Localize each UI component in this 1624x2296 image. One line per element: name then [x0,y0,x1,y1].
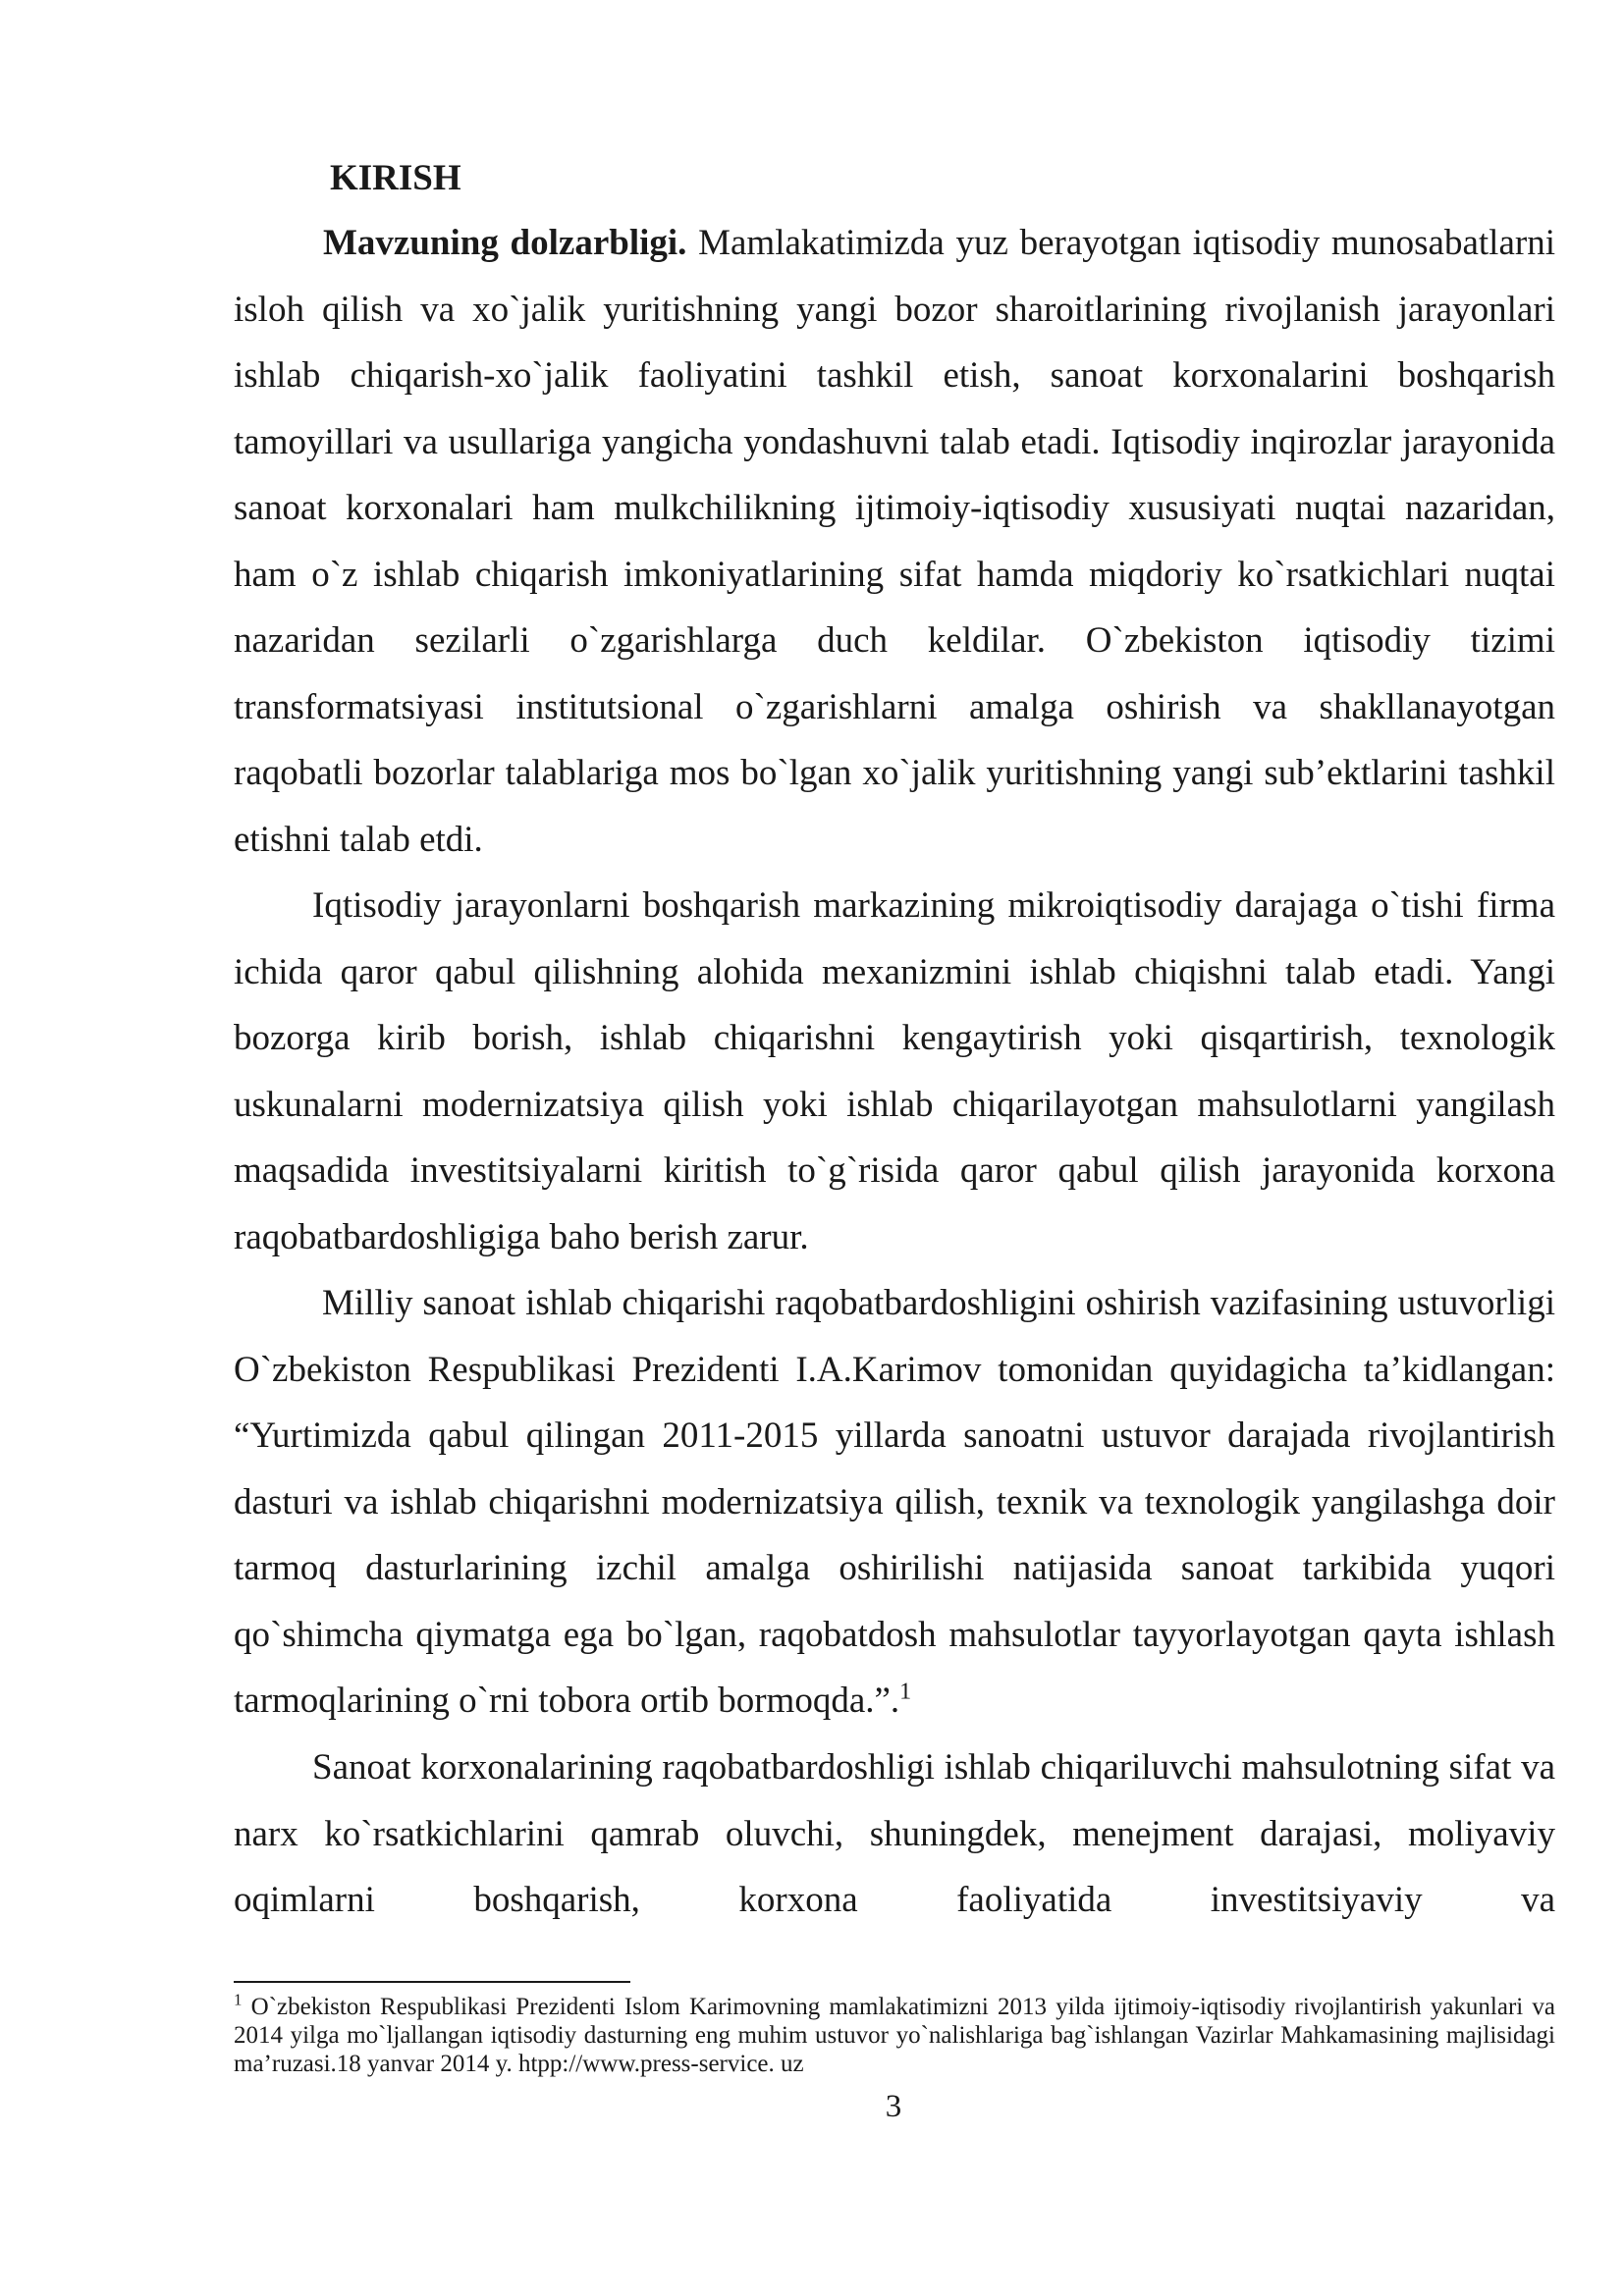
paragraph-text: Sanoat korxonalarining raqobatbardoshligi ishlab chiqariluvchi mahsulotning sifat va narx ko`rsatkichlarini qamrab oluvchi, shuningdek, menejment darajasi, moliyaviy oqimlarni boshqarish, korxona faoliyatida investitsiyaviy va [234,1747,1555,1920]
footnote-reference[interactable]: 1 [899,1679,912,1705]
paragraph-microeconomic [234,873,1555,1270]
paragraph-lead: Mavzuning dolzarbligi. [323,223,687,263]
paragraph-relevance [234,210,1555,873]
page-number: 3 [885,2089,902,2124]
paragraph-competitiveness [234,1735,1555,1934]
paragraph-text [234,210,1555,873]
footnote-separator [234,1981,630,1983]
footnote-number: 1 [234,1990,243,2009]
paragraph-text [234,1270,1555,1735]
footnote-text: O`zbekiston Respublikasi Prezidenti Islom Karimovning mamlakatimizni 2013 yilda ijtimoiy-iqtisodiy rivojlantirish yakunlari va 2014 yilga mo`ljallangan iqtisodiy dasturning eng muhim ustuvor yo`nalishlariga bag`ishlangan Vazirlar Mahkamasining majlisidagi ma’ruzasi.18 yanvar 2014 y. htpp://www.press-service. uz [234,1994,1555,2077]
paragraph-body: Mamlakatimizda yuz berayotgan iqtisodiy munosabatlarni isloh qilish va xo`jalik yuritishning yangi bozor sharoitlarining rivojlanish jarayonlari ishlab chiqarish-xo`jalik faoliyatini tashkil etish, sanoat korxonalarini boshqarish tamoyillari va usullariga yangicha yondashuvni talab etadi. Iqtisodiy inqirozlar jarayonida sanoat korxonalari ham mulkchilikning ijtimoiy-iqtisodiy xususiyati nuqtai nazaridan, ham o`z ishlab chiqarish imkoniyatlarining sifat hamda miqdoriy ko`rsatkichlari nuqtai nazaridan sezilarli o`zgarishlarga duch keldilar. O`zbekiston iqtisodiy tizimi transformatsiyasi institutsional o`zgarishlarni amalga oshirish va shakllanayotgan raqobatli bozorlar talablariga mos bo`lgan xo`jalik yuritishning yangi sub’ektlarini tashkil etishni talab etdi. [234,223,1555,860]
paragraph-president-quote [234,1270,1555,1735]
footnote [234,1990,1555,2078]
paragraph-text: Iqtisodiy jarayonlarni boshqarish markazining mikroiqtisodiy darajaga o`tishi firma ichida qaror qabul qilishning alohida mexanizmini ishlab chiqishni talab etadi. Yangi bozorga kirib borish, ishlab chiqarishni kengaytirish yoki qisqartirish, texnologik uskunalarni modernizatsiya qilish yoki ishlab chiqarilayotgan mahsulotlarni yangilash maqsadida investitsiyalarni kiritish to`g`risida qaror qabul qilish jarayonida korxona raqobatbardoshligiga baho berish zarur. [234,885,1555,1257]
paragraph-body: Milliy sanoat ishlab chiqarishi raqobatbardoshligini oshirish vazifasining ustuvorligi O`zbekiston Respublikasi Prezidenti I.A.Karimov tomonidan quyidagicha ta’kidlangan: “Yurtimizda qabul qilingan 2011-2015 yillarda sanoatni ustuvor darajada rivojlantirish dasturi va ishlab chiqarishni modernizatsiya qilish, texnik va texnologik yangilashga doir tarmoq dasturlarining izchil amalga oshirilishi natijasida sanoat tarkibida yuqori qo`shimcha qiymatga ega bo`lgan, raqobatdosh mahsulotlar tayyorlayotgan qayta ishlash tarmoqlarining o`rni tobora ortib bormoqda.”. [234,1283,1555,1721]
section-heading: KIRISH [330,158,461,198]
